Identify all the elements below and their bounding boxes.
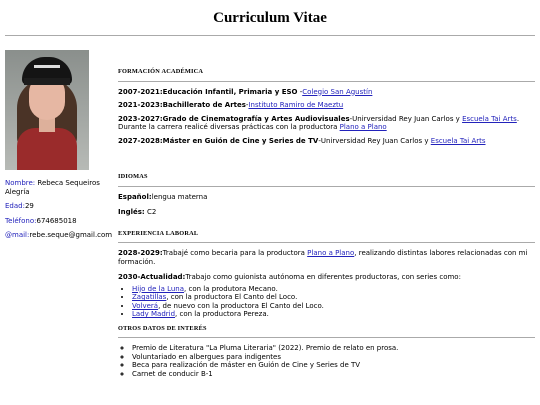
formacion-item [118,101,535,110]
profile-photo [5,50,89,170]
list-item [132,285,535,294]
idioma-lang: Español: [118,192,152,201]
list-item: ◦ Voluntariado en albergues para indigentes [132,353,535,362]
idioma-level: lengua materna [151,192,208,201]
series-detail: , de nuevo con la productora El Canto del Loco. [158,301,324,310]
formacion-item [118,115,535,132]
formacion-section [118,88,535,146]
idiomas-section [118,193,535,217]
profile-age [5,202,115,211]
profile-phone [5,217,115,226]
formacion-item-sep: -Unirversidad Rey Juan Carlos y [349,114,463,123]
profile-name [5,179,115,196]
list-item: ◦ Beca para realización de máster en Guión de Cine y Series de TV [132,361,535,370]
name-label: Nombre: [5,179,36,187]
list-item: ◦ Carnet de conducir B-1 [132,370,535,379]
plano-a-plano-link[interactable]: Plano a Plano [339,123,387,131]
experiencia-item [118,249,535,266]
profile-email [5,231,115,240]
email-label: @mail: [5,231,30,239]
email-value: rebe.seque@gmail.com [29,231,113,239]
series-link[interactable]: Lady Madrid [132,310,176,318]
phone-value: 674685018 [36,216,77,225]
series-link[interactable]: Volverá [132,301,159,310]
experiencia-item [118,273,535,319]
experiencia-section [118,249,535,319]
list-item [132,293,535,302]
series-detail: , con la productora El Canto del Loco. [166,293,298,301]
profile-sidebar [5,50,115,240]
formacion-title: FORMACIÓN ACADÉMICA [118,68,535,82]
plano-a-plano-link[interactable]: Plano a Plano [307,249,355,257]
experiencia-text: Trabajé como becaria para la productora [162,249,308,257]
formacion-item [118,137,535,146]
otros-title: OTROS DATOS DE INTERÉS [118,325,535,339]
age-label: Edad: [5,202,25,210]
formacion-item-heading: 2023-2027:Grado de Cinematografía y Artes Audiovisuales [118,114,350,123]
experiencia-date: 2030-Actualidad: [118,273,186,281]
series-list [118,285,535,319]
formacion-item-sep: -Unirversidad Rey Juan Carlos y [318,136,431,145]
idiomas-title: IDIOMAS [118,173,535,187]
experiencia-text-rest: , realizando distintas labores relacionadas con mi formación. [118,249,528,266]
title-divider [5,35,535,36]
page-title: Curriculum Vitae [213,10,327,26]
experiencia-text: Trabajo como guionista autónoma en diferentes productoras, con series como: [185,273,461,281]
series-link[interactable]: Zagatillas [132,293,167,301]
escuela-tai-link[interactable]: Escuela Tai Arts [430,136,486,145]
cv-main [118,68,535,378]
formacion-item-after: . [516,114,520,123]
formacion-item-heading: 2027-2028:Máster en Guión de Cine y Series de TV [118,136,319,145]
formacion-item-heading: 2007-2021:Educación Infantil, Primaria y ESO [118,87,298,96]
instituto-link[interactable]: Instituto Ramiro de Maeztu [248,101,344,109]
formacion-item-note: Durante la carrera realicé diversas prácticas con la productora [118,123,340,131]
formacion-item-sep: - [297,87,303,96]
formacion-item-heading: 2021-2023:Bachillerato de Artes [118,101,246,109]
escuela-tai-link[interactable]: Escuela Tai Arts [462,114,517,123]
series-link[interactable]: Hijo de la Luna [132,284,185,293]
list-item: ◦ Premio de Literatura "La Pluma Literaria" (2022). Premio de relato en prosa. [132,344,535,353]
list-item [132,310,535,319]
idioma-item [118,193,535,202]
phone-label: Teléfono: [5,216,37,225]
series-detail: , con la productora Pereza. [175,310,269,318]
otros-list [118,344,535,378]
idioma-lang: Inglés: [118,208,145,216]
colegio-link[interactable]: Colegio San Agustín [302,87,373,96]
idioma-item [118,208,535,217]
name-value: Rebeca Sequeiros Alegría [5,179,100,196]
age-value: 29 [24,202,34,210]
list-item [132,302,535,311]
idioma-level: C2 [144,208,157,216]
experiencia-title: EXPERIENCIA LABORAL [118,230,535,244]
experiencia-date: 2028-2029: [118,249,163,257]
formacion-item [118,88,535,97]
series-detail: , con la produtora Mecano. [184,284,278,293]
formacion-item-sep: - [245,101,249,109]
